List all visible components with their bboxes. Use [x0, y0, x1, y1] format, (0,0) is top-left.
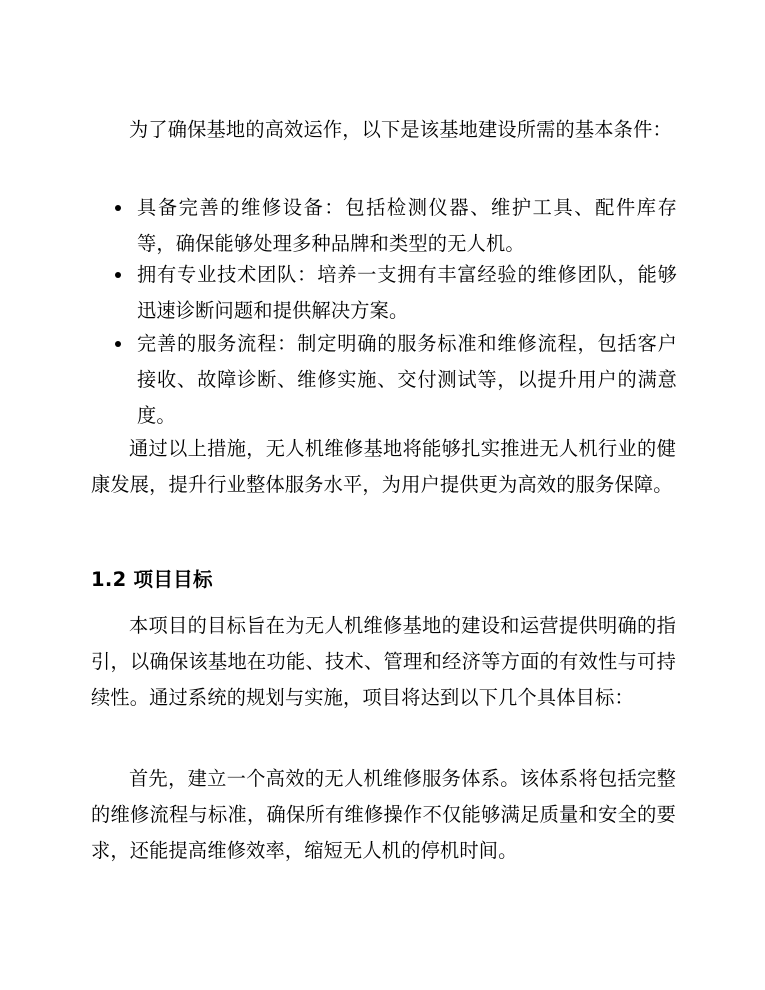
- section-number: 1.2: [91, 568, 127, 591]
- bullet-icon: [115, 341, 121, 347]
- bullet-icon: [115, 272, 121, 278]
- summary-paragraph: 通过以上措施，无人机维修基地将能够扎实推进无人机行业的健康发展，提升行业整体服务水平，为用户提供更为高效的服务保障。: [91, 437, 676, 496]
- first-goal-paragraph: 首先，建立一个高效的无人机维修服务体系。该体系将包括完整的维修流程与标准，确保所有维修操作不仅能够满足质量和安全的要求，还能提高维修效率，缩短无人机的停机时间。: [91, 767, 676, 862]
- goals-intro-paragraph: 本项目的目标旨在为无人机维修基地的建设和运营提供明确的指引，以确保该基地在功能、技术、管理和经济等方面的有效性与可持续性。通过系统的规划与实施，项目将达到以下几个具体目标：: [91, 614, 676, 709]
- list-item-text: 完善的服务流程：制定明确的服务标准和维修流程，包括客户接收、故障诊断、维修实施、交付测试等，以提升用户的满意度。: [137, 332, 677, 427]
- list-item-text: 具备完善的维修设备：包括检测仪器、维护工具、配件库存等，确保能够处理多种品牌和类型的无人机。: [137, 196, 677, 255]
- section-heading: [91, 566, 213, 594]
- intro-paragraph: 为了确保基地的高效运作，以下是该基地建设所需的基本条件：: [129, 118, 672, 141]
- list-item: [137, 190, 677, 262]
- section-title: 项目目标: [133, 568, 213, 591]
- list-item-text: 拥有专业技术团队：培养一支拥有丰富经验的维修团队，能够迅速诊断问题和提供解决方案。: [137, 263, 677, 322]
- list-item: [137, 257, 677, 329]
- list-item: [137, 326, 677, 434]
- bullet-icon: [115, 205, 121, 211]
